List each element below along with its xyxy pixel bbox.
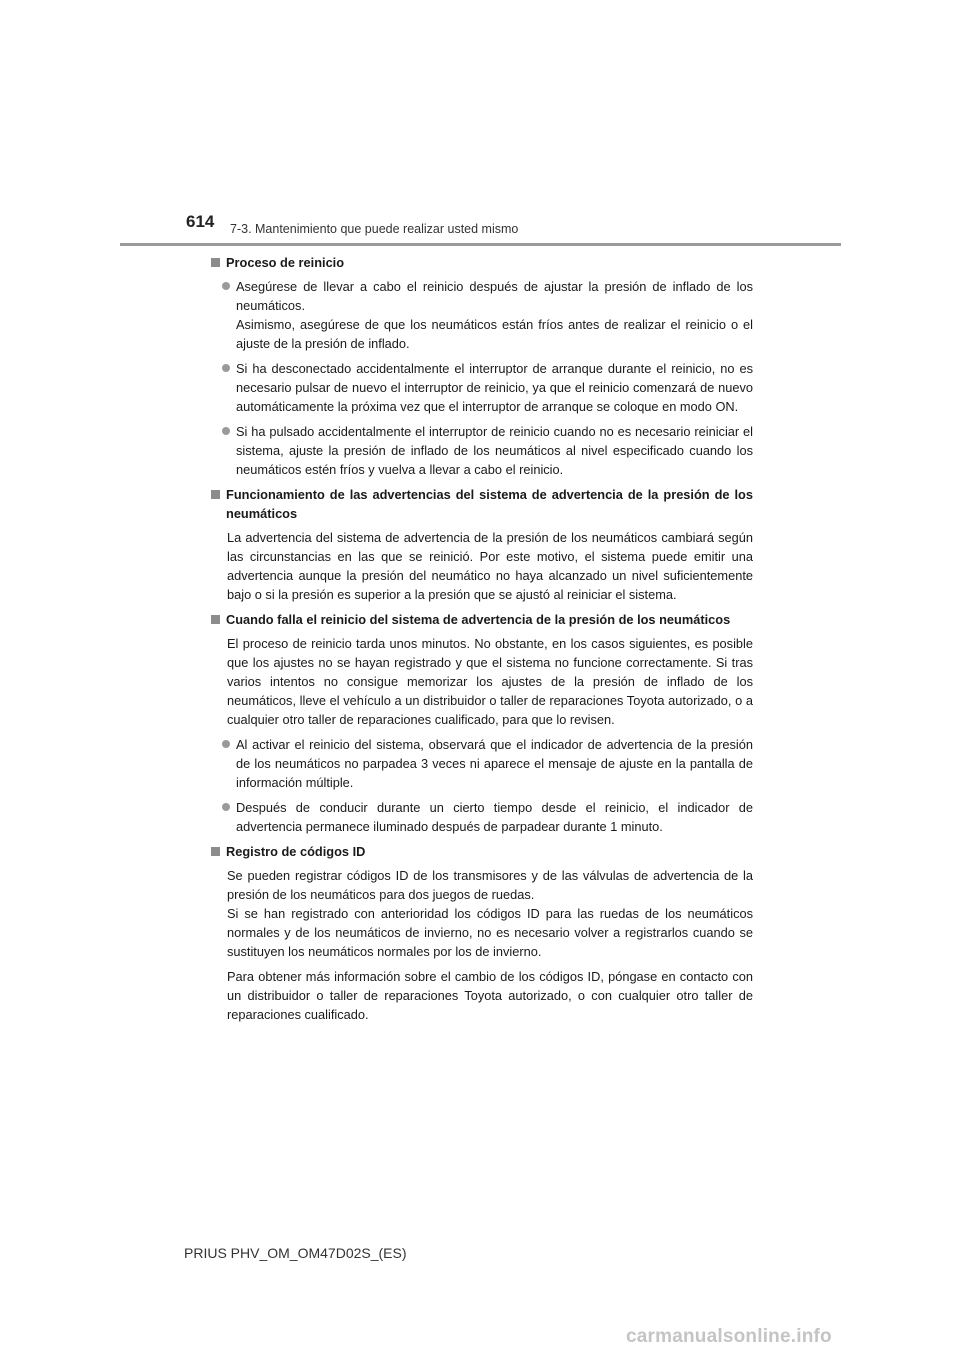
watermark: carmanualsonline.info <box>626 1326 832 1347</box>
section-heading: Registro de códigos ID <box>209 842 753 861</box>
section-reset-failure <box>209 610 753 836</box>
square-bullet-icon <box>211 490 220 499</box>
circle-bullet-icon <box>222 740 230 748</box>
list-item: Al activar el reinicio del sistema, observará que el indicador de advertencia de la presión de los neumáticos no parpadea 3 veces ni aparece el mensaje de ajuste en la pantalla de información múltiple. <box>222 735 753 792</box>
section-id-codes <box>209 842 753 1024</box>
square-bullet-icon <box>211 258 220 267</box>
section-heading: Proceso de reinicio <box>209 253 753 272</box>
circle-bullet-icon <box>222 364 230 372</box>
paragraph: Para obtener más información sobre el cambio de los códigos ID, póngase en contacto con un distribuidor o taller de reparaciones Toyota autorizado, o con cualquier otro taller de reparaciones cualificado. <box>227 969 753 1022</box>
paragraph: La advertencia del sistema de advertencia de la presión de los neumáticos cambiará según las circunstancias en las que se reinició. Por este motivo, el sistema puede emitir una advertencia aunque la presión del neumático no haya alcanzado un nivel suficientemente bajo o si la presión es superior a la presión que se ajustó al reiniciar el sistema. <box>227 530 753 602</box>
section-title: 7-3. Mantenimiento que puede realizar usted mismo <box>230 222 519 236</box>
list-item: Después de conducir durante un cierto tiempo desde el reinicio, el indicador de advertencia permanece iluminado después de parpadear durante 1 minuto. <box>222 798 753 836</box>
list-item: Si ha pulsado accidentalmente el interruptor de reinicio cuando no es necesario reiniciar el sistema, ajuste la presión de inflado de los neumáticos al nivel especificado cuando los neumáticos estén fríos y vuelva a llevar a cabo el reinicio. <box>222 422 753 479</box>
circle-bullet-icon <box>222 282 230 290</box>
circle-bullet-icon <box>222 803 230 811</box>
paragraph: El proceso de reinicio tarda unos minutos. No obstante, en los casos siguientes, es posible que los ajustes no se hayan registrado y que el sistema no funcione correctamente. Si tras varios intentos no consigue memorizar los ajustes de la presión de inflado de los neumáticos, lleve el vehículo a un distribuidor o taller de reparaciones Toyota autorizado, o a cualquier otro taller de reparaciones cualificado, para que lo revisen. <box>227 636 753 727</box>
square-bullet-icon <box>211 847 220 856</box>
section-warning-operation <box>209 485 753 604</box>
section-heading: Cuando falla el reinicio del sistema de advertencia de la presión de los neumáticos <box>209 610 753 629</box>
section-reset-process <box>209 253 753 479</box>
footer-document-code: PRIUS PHV_OM_OM47D02S_(ES) <box>184 1245 407 1261</box>
header-divider <box>120 243 841 246</box>
paragraph: Se pueden registrar códigos ID de los transmisores y de las válvulas de advertencia de la presión de los neumáticos para dos juegos de ruedas. Si se han registrado con anterioridad los códigos ID para las ruedas de los neumáticos normales y de los neumáticos de invierno, no es necesario volver a registrarlos cuando se sustituyen los neumáticos normales por los de invierno. <box>227 868 753 959</box>
circle-bullet-icon <box>222 427 230 435</box>
page-content <box>209 253 753 1030</box>
list-item: Si ha desconectado accidentalmente el interruptor de arranque durante el reinicio, no es necesario pulsar de nuevo el interruptor de reinicio, ya que el reinicio comenzará de nuevo automáticamente la próxima vez que el interruptor de arranque se coloque en modo ON. <box>222 359 753 416</box>
square-bullet-icon <box>211 615 220 624</box>
page-number: 614 <box>186 212 215 231</box>
section-heading: Funcionamiento de las advertencias del sistema de advertencia de la presión de los neumáticos <box>209 485 753 523</box>
list-item: Asegúrese de llevar a cabo el reinicio después de ajustar la presión de inflado de los neumáticos. Asimismo, asegúrese de que los neumáticos están fríos antes de realizar el reinicio o el ajuste de la presión de inflado. <box>222 277 753 353</box>
